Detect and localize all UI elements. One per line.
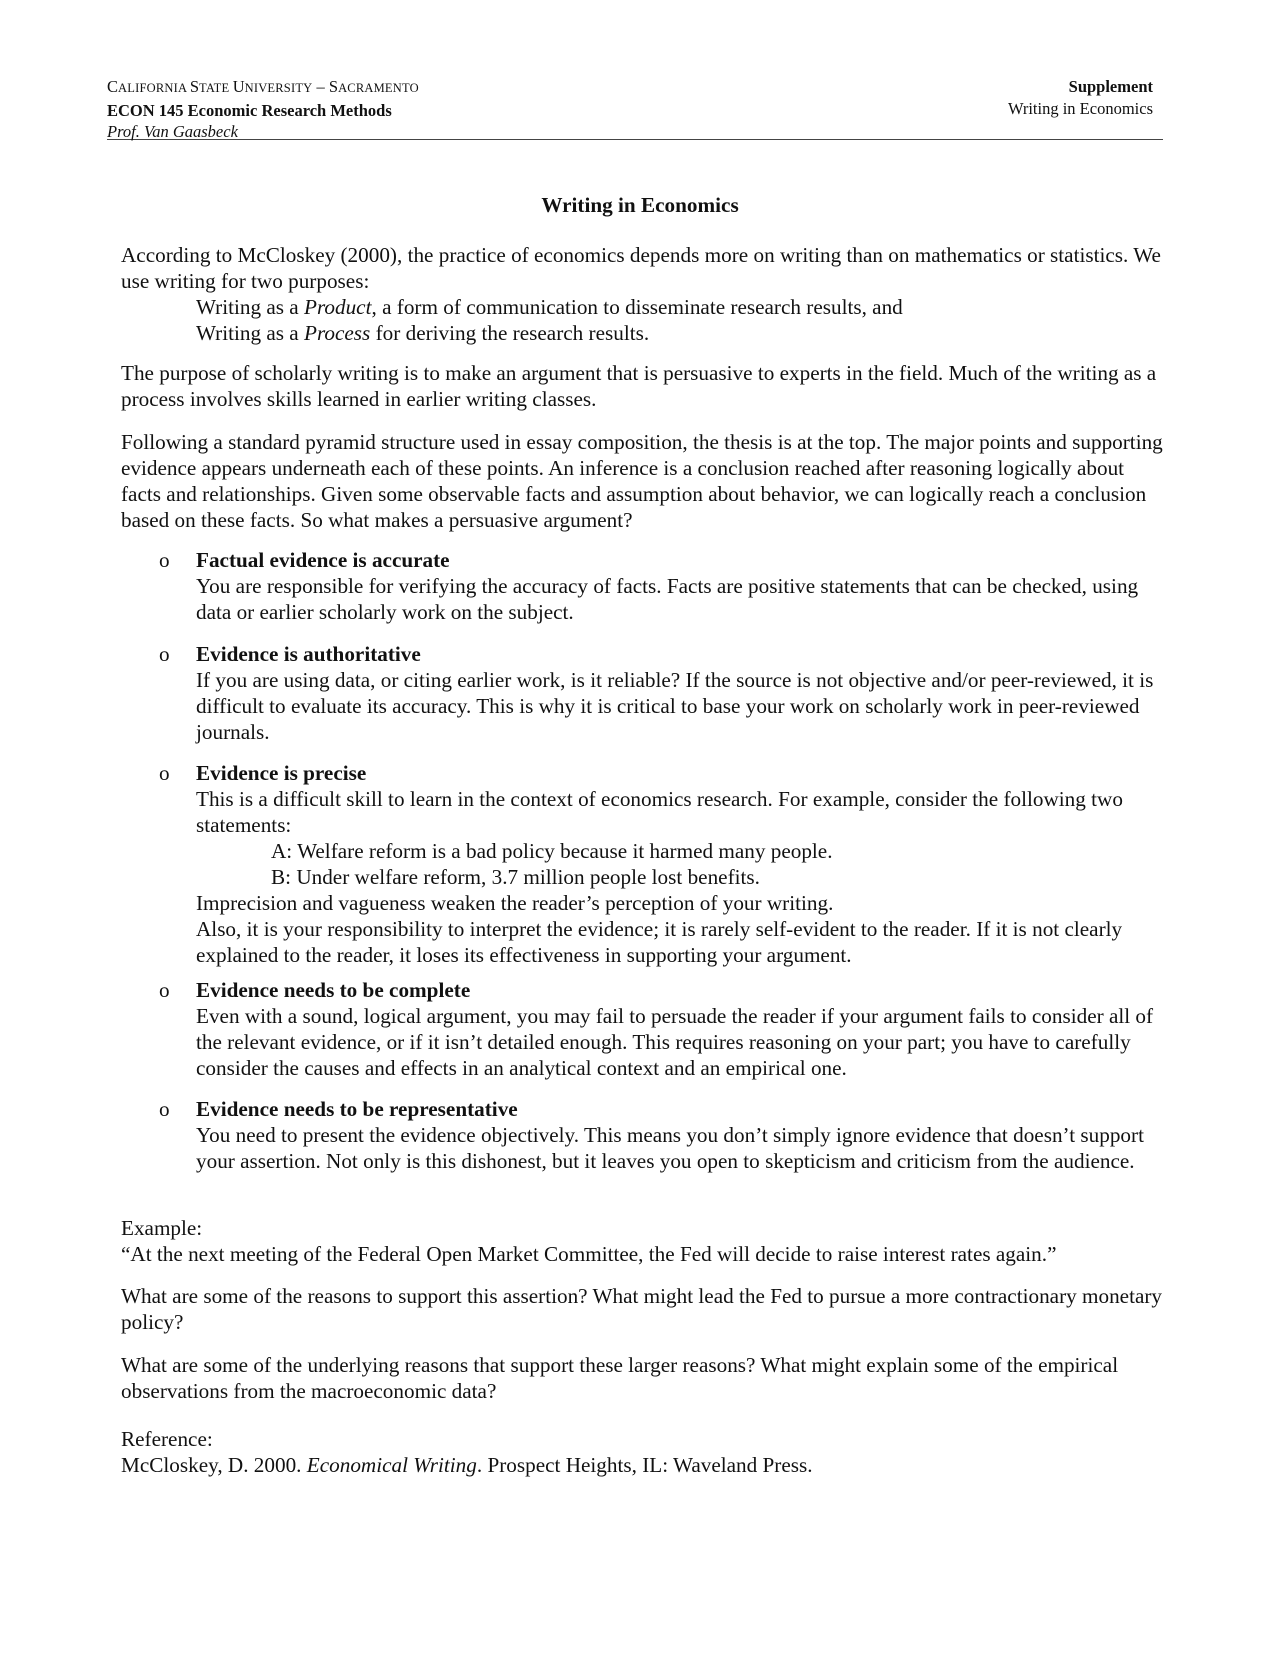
- bullet-marker: o: [159, 548, 170, 572]
- bullet-text: You need to present the evidence objectively. This means you don’t simply ignore evidence that doesn’t support your assertion. Not only is this dishonest, but it leaves you open to skepticism and criticism from the audience.: [196, 1123, 1144, 1173]
- bullet-marker: o: [159, 1097, 170, 1121]
- reference-label: Reference:: [121, 1427, 213, 1451]
- bullet-heading: Evidence needs to be representative: [196, 1097, 518, 1121]
- bullet-text-2: Imprecision and vagueness weaken the reader’s perception of your writing.: [196, 891, 834, 915]
- university-name: CALIFORNIA STATE UNIVERSITY – SACRAMENTO: [107, 77, 419, 96]
- bullet-marker: o: [159, 761, 170, 785]
- statement-a: A: Welfare reform is a bad policy because it harmed many people.: [271, 839, 833, 863]
- page-title: Writing in Economics: [541, 193, 739, 217]
- scholarly-paragraph: The purpose of scholarly writing is to make an argument that is persuasive to experts in the field. Much of the writing as a process involves skills learned in earlier writing classes.: [121, 361, 1157, 411]
- bullet-text: If you are using data, or citing earlier work, is it reliable? If the source is not objective and/or peer-reviewed, it is difficult to evaluate its accuracy. This is why it is critical to base your work on scholarly work in peer-reviewed journals.: [196, 668, 1154, 744]
- bullet-marker: o: [159, 978, 170, 1002]
- bullet-accurate: [121, 547, 1171, 625]
- doc-type: Supplement: [1068, 77, 1153, 96]
- page-header: [107, 76, 1163, 140]
- bullet-heading: Evidence is authoritative: [196, 642, 421, 666]
- example-question-1: What are some of the reasons to support this assertion? What might lead the Fed to pursue a more contractionary monetary policy?: [121, 1284, 1163, 1334]
- bullet-complete: [121, 977, 1171, 1081]
- example-question-2: What are some of the underlying reasons that support these larger reasons? What might explain some of the empirical observations from the macroeconomic data?: [121, 1353, 1119, 1403]
- example-label: Example:: [121, 1216, 203, 1240]
- bullet-representative: [121, 1096, 1171, 1174]
- example-quote: “At the next meeting of the Federal Open Market Committee, the Fed will decide to raise interest rates again.”: [121, 1242, 1057, 1266]
- bullet-text: This is a difficult skill to learn in the context of economics research. For example, consider the following two statements:: [196, 787, 1123, 837]
- bullet-heading: Evidence is precise: [196, 761, 367, 785]
- professor-name: Prof. Van Gaasbeck: [107, 122, 238, 141]
- course-title: ECON 145 Economic Research Methods: [107, 100, 392, 120]
- bullet-text-3: Also, it is your responsibility to interpret the evidence; it is rarely self-evident to the reader. If it is not clearly explained to the reader, it loses its effectiveness in supporting your argument.: [196, 917, 1123, 967]
- purpose-product: Writing as a Product, a form of communication to disseminate research results, and: [196, 295, 903, 319]
- bullet-text: Even with a sound, logical argument, you may fail to persuade the reader if your argument fails to consider all of the relevant evidence, or if it isn’t detailed enough. This requires reasoning on your part; you have to carefully consider the causes and effects in an analytical context and an empirical one.: [196, 1004, 1154, 1080]
- header-left: [107, 76, 419, 143]
- reference-citation: McCloskey, D. 2000. Economical Writing. Prospect Heights, IL: Waveland Press.: [121, 1453, 813, 1477]
- purpose-process: Writing as a Process for deriving the research results.: [196, 321, 650, 345]
- bullet-text: You are responsible for verifying the accuracy of facts. Facts are positive statements that can be checked, using data or earlier scholarly work on the subject.: [196, 574, 1139, 624]
- doc-subject: Writing in Economics: [1007, 98, 1153, 118]
- header-right: [1008, 76, 1153, 119]
- intro-paragraph: According to McCloskey (2000), the practice of economics depends more on writing than on mathematics or statistics. We use writing for two purposes:: [121, 243, 1161, 293]
- statement-b: B: Under welfare reform, 3.7 million people lost benefits.: [271, 865, 760, 889]
- reference-section: [121, 1426, 1166, 1478]
- example-section: [121, 1215, 1166, 1267]
- bullet-heading: Evidence needs to be complete: [196, 978, 471, 1002]
- bullet-marker: o: [159, 642, 170, 666]
- bullet-precise: [121, 760, 1171, 968]
- bullet-heading: Factual evidence is accurate: [196, 548, 450, 572]
- bullet-authoritative: [121, 641, 1171, 745]
- pyramid-paragraph: Following a standard pyramid structure used in essay composition, the thesis is at the top. The major points and supporting evidence appears underneath each of these points. An inference is a conclusion reached after reasoning logically about facts and relationships. Given some observable facts and assumption about behavior, we can logically reach a conclusion based on these facts. So what makes a persuasive argument?: [121, 430, 1163, 532]
- intro-section: [121, 242, 1166, 346]
